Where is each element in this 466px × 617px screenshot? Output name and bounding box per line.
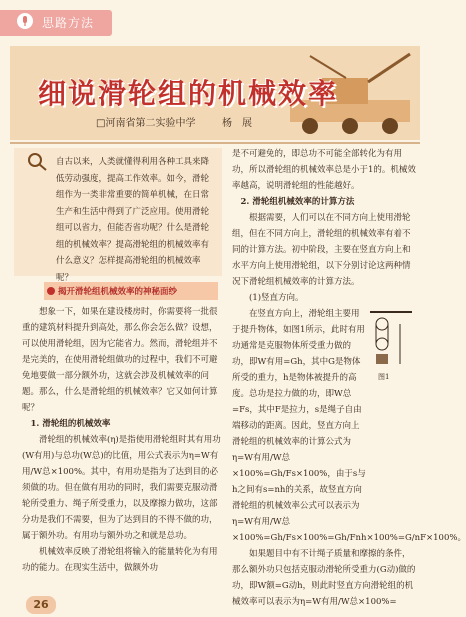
article-title: 细说滑轮组的机械效率 (38, 77, 339, 110)
paragraph: 是不可避免的，即总功不可能全部转化为有用功，所以滑轮组的机械效率总是小于1的。机械效率越高，说明滑轮组的性能越好。 (232, 149, 416, 191)
paragraph: 根据需要，人们可以在不同方向上使用滑轮组，但在不同方向上，滑轮组的机械效率有着不同的计算方法。初中阶段，主要在竖直方向上和水平方向上使用滑轮组，以下分别讨论这两种情况下滑轮组机械效率的计算方法。 (232, 213, 411, 287)
section-tag-label: 思路方法 (42, 16, 95, 30)
microphone-icon (16, 12, 34, 30)
bullet-icon (46, 285, 56, 297)
author-name: 杨 展 (222, 118, 252, 129)
subheading: 2. 滑轮组机械效率的计算方法 (240, 197, 355, 207)
paragraph: 如果题目中有不计绳子质量和摩擦的条件，那么额外功只包括克服动滑轮所受重力(G动)做的功，即W额=G动h，则此时竖直方向滑轮组的机械效率可以表示为η=W有用/W总×100%= (232, 549, 416, 607)
magnifier-icon (24, 150, 52, 172)
paragraph: 机械效率反映了滑轮组将输入的能量转化为有用功的能力。在现实生活中，做额外功 (22, 547, 218, 573)
pulley-figure (366, 310, 416, 370)
intro-text: 自古以来，人类就懂得利用各种工具来降低劳动强度，提高工作效率。如今，滑轮组作为一类非常重要的简单机械，在日常生产和生活中得到了广泛应用。使用滑轮组可以省力，但能否省功呢？什么是滑轮组的机械效率？提高滑轮组的机械效率有什么意义？怎样提高滑轮组的机械效率呢？ (56, 157, 210, 283)
subheading: (1)竖直方向。 (249, 293, 304, 303)
page-number: 26 (26, 596, 56, 614)
section-heading: 揭开滑轮组机械效率的神秘面纱 (58, 287, 178, 297)
header-divider (10, 142, 420, 144)
subheading: 1. 滑轮组的机械效率 (30, 419, 111, 429)
figure-caption: 图1 (378, 373, 390, 381)
paragraph: 想象一下，如果在建设楼房时，你需要将一批很重的建筑材料提升到高处，那么你会怎么做？设想，可以使用滑轮组，因为它能省力。然而，滑轮组并不是完美的，在使用滑轮组做功的过程中，我们不可避免地要做一部分额外功，这就会涉及机械效率的问题。那么，什么是滑轮组的机械效率？它又如何计算呢？ (22, 307, 218, 413)
paragraph: 滑轮组的机械效率(η)是指使用滑轮组时其有用功(W有用)与总功(W总)的比值，用公式表示为η=W有用/W总×100%。其中，有用功是指为了达到目的必须做的功。但在做有用功的同时，我们需要克服动滑轮所受重力、绳子所受重力，以及摩擦力做功，这部分功是我们不需要，但为了达到目的不得不做的功，属于额外功。有用功与额外功之和就是总功。 (22, 435, 221, 541)
author-affiliation: □河南省第二实验中学 (96, 118, 196, 129)
left-column (22, 304, 222, 576)
paragraph: 在竖直方向上，滑轮组主要用于提升物体，如图1所示，此时有用功通常是克服物体所受重力做的功，即W有用=Gh，其中G是物体所受的重力，h是物体被提升的高度。总功是拉力做的功，即W总=Fs，其中F是拉力，s是绳子自由端移动的距离。因此，竖直方向上滑轮组的机械效率的计算公式为η=W有用/W总×100%=Gh/Fs×100%，由于s与h之间有s=nh的关系，故竖直方向滑轮组的机械效率公式可以表示为η=W有用/W总×100%=Gh/Fs×100%=Gh/Fnh×100%=G/nF×100%。 (232, 309, 466, 543)
